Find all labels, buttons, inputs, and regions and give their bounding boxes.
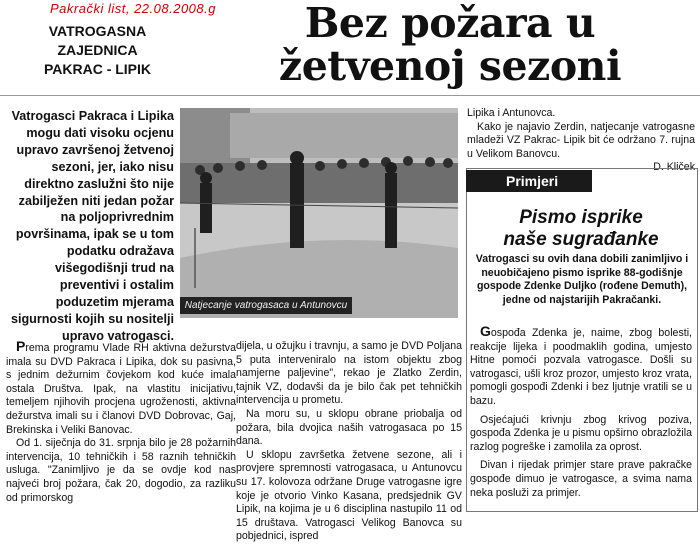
headline-line: Bez požara u: [304, 0, 596, 47]
sidebar-lead: Vatrogasci su ovih dana dobili zanimljivo i neuobičajeno pismo isprike 88-godišnje gospode Zdenke Duljko (rođene Demuth), jedne od najstarijih Pakračanki.: [475, 253, 689, 306]
sidebar-paragraph: Divan i rijedak primjer stare prave pakračke gospođe dimuo je vatrogasce, a svima nama neka posluži za primjer.: [470, 459, 692, 499]
article-column-3: [467, 107, 695, 175]
body-paragraph: Od 1. siječnja do 31. srpnja bilo je 28 požarnih intervencija, 10 tehničkih i 58 raznih tehničkih usluga. "Zanimljivo je da se ovdje kod nas najveći broj požara, čak 20, dogodio, za razliku od primorskog: [6, 437, 236, 504]
source-line: Pakrački list, 22.08.2008.g: [50, 1, 216, 16]
sidebar-tab: Primjeri: [466, 170, 592, 192]
kicker-line: PAKRAC - LIPIK: [43, 61, 152, 77]
headline-line: žetvenoj sezoni: [278, 42, 622, 90]
sidebar-body: [470, 325, 692, 505]
paragraph-text: ospođa Zdenka je, naime, zbog bolesti, reakcije lijeka i poodmaklih godina, umjesto Hitne pomoći pozvala vatrogasce. Došli su vatrogasci, ušli kroz prozor, umjesto kroz vrata, pomogli gospođi Zdenki i bez ljutnje vratili se u bazu.: [470, 327, 692, 407]
lede-paragraph: Vatrogasci Pakraca i Lipika mogu dati visoku ocjenu upravo završenoj žetvenoj sezoni, jer, iako nisu direktno zaslužni što nije zabilježen niti jedan požar na poljoprivrednim površinama, ipak se u tom podatku odražava višegodišnji trud na preventivi i ostalim poduzetim mjerama sigurnosti kojih su nositelji upravo vatrogasci.: [10, 109, 174, 343]
body-paragraph: Lipika i Antunovca.: [467, 107, 556, 119]
section-kicker: [20, 22, 175, 79]
body-paragraph: Kako je najavio Zerdin, natjecanje vatrogasne mladeži VZ Pakrac- Lipik bit će održano 7. rujna u Velikom Banovcu.: [467, 120, 695, 160]
kicker-line: VATROGASNA: [48, 23, 147, 39]
divider: [0, 95, 700, 96]
article-column-2: [236, 340, 462, 544]
sidebar-paragraph: Osjećajući krivnju zbog krivog poziva, gospođa Zdenka je u pismu opširno obrazložila razlog pogreške i zamolila za oprost.: [470, 413, 692, 453]
paragraph-text: rema programu Vlade RH aktivna dežurstva imala su DVD Pakraca i Lipika, dok su pasivna, s jednim dežurnim čovjekom kod kuće imala ostala Društva. Ipak, na vlastitu inicijativu, temeljem njihovih procjena ugroženosti, aktivna dežurstva imali su i članovi DVD Dobrovac, Gaj, Brekinska i Veliki Banovac.: [6, 342, 236, 436]
author-byline: D. Kliček: [653, 161, 695, 174]
sidebar-headline-line: naše sugrađanke: [503, 229, 659, 250]
sidebar-headline-line: Pismo isprike: [519, 207, 643, 228]
drop-cap: G: [480, 323, 491, 339]
drop-cap: P: [16, 338, 26, 354]
body-paragraph: Na moru su, u sklopu obrane priobalja od požara, bila dvojica naših vatrogasaca po 15 dana.: [236, 407, 462, 448]
article-photo: [180, 108, 458, 318]
sidebar-paragraph: [470, 325, 692, 409]
kicker-line: ZAJEDNICA: [57, 42, 138, 58]
body-paragraph: U sklopu završetka žetvene sezone, ali i provjere spremnosti vatrogasaca, u Antunovcu su 17. kolovoza održane Druge vatrogasne igre koje je otvorio Vinko Kasana, predsjednik GV Lipik, na kojima je u 6 disciplina nastupilo 11 od 15 društava. Vatrogasci Velikog Banovca su pobjednici, ispred: [236, 448, 462, 543]
sidebar-headline: [472, 207, 690, 251]
body-paragraph: [6, 340, 236, 437]
article-column-1: [6, 340, 236, 505]
photo-caption: Natjecanje vatrogasaca u Antunovcu: [180, 297, 352, 314]
body-paragraph: dijela, u ožujku i travnju, a samo je DVD Poljana 5 puta interveniralo na istom objektu zbog namjerne paljevine", rekao je Zlatko Zerdin, tajnik VZ, dodavši da je bilo čak pet tehničkih intervencija u prometu.: [236, 340, 462, 407]
photo-illustration: [180, 108, 458, 318]
headline: [240, 2, 660, 88]
